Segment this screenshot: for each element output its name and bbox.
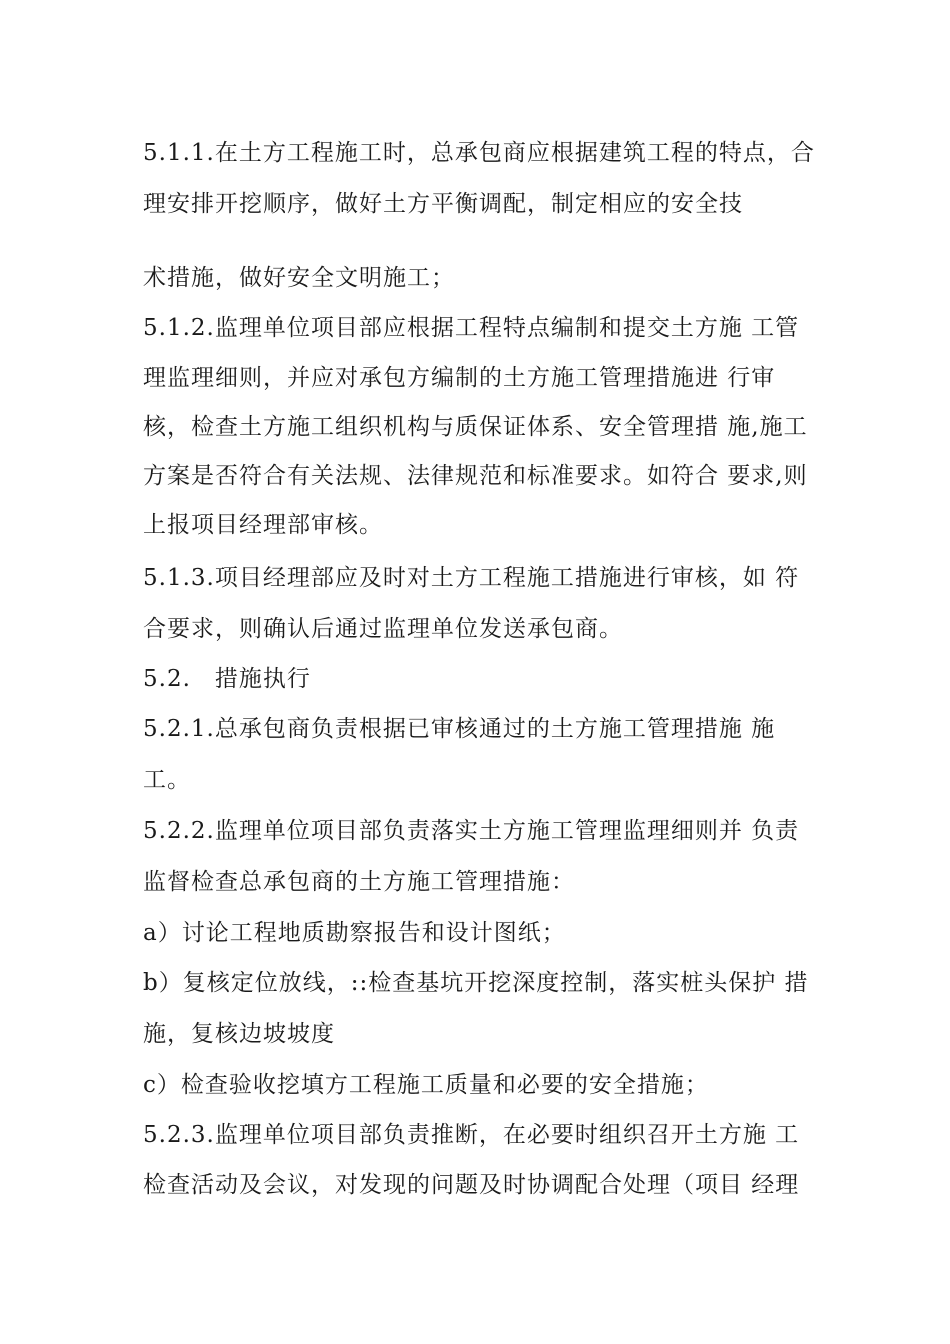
text-line: 方案是否符合有关法规、法律规范和标准要求。如符合 要求,则 bbox=[143, 463, 808, 489]
text-line: 理监理细则，并应对承包方编制的土方施工管理措施进 行审 bbox=[143, 365, 776, 391]
text-line: 工。 bbox=[143, 767, 191, 793]
text-line: 5.1.1.在土方工程施工时，总承包商应根据建筑工程的特点，合 bbox=[143, 140, 815, 166]
list-item: a）讨论工程地质勘察报告和设计图纸； bbox=[143, 920, 566, 946]
text-line: 施，复核边坡坡度 bbox=[143, 1021, 335, 1047]
list-item: b）复核定位放线，::检查基坑开挖深度控制，落实桩头保护 措 bbox=[143, 970, 809, 996]
text-line: 5.1.3.项目经理部应及时对土方工程施工措施进行审核，如 符 bbox=[143, 565, 800, 591]
text-line: 理安排开挖顺序，做好土方平衡调配，制定相应的安全技 bbox=[143, 191, 743, 217]
text-line: 检查活动及会议，对发现的问题及时协调配合处理（项目 经理 bbox=[143, 1172, 800, 1198]
text-line: 监督检查总承包商的土方施工管理措施： bbox=[143, 869, 575, 895]
text-line: 核，检查土方施工组织机构与质保证体系、安全管理措 施,施工 bbox=[143, 414, 808, 440]
text-line: 5.2.3.监理单位项目部负责推断，在必要时组织召开土方施 工 bbox=[143, 1122, 800, 1148]
text-line: 5.2.1.总承包商负责根据已审核通过的土方施工管理措施 施 bbox=[143, 716, 776, 742]
text-line: 合要求，则确认后通过监理单位发送承包商。 bbox=[143, 616, 623, 642]
text-line: 5.2.2.监理单位项目部负责落实土方施工管理监理细则并 负责 bbox=[143, 818, 800, 844]
text-line: 术措施，做好安全文明施工； bbox=[143, 265, 455, 291]
text-line: 5.1.2.监理单位项目部应根据工程特点编制和提交土方施 工管 bbox=[143, 315, 800, 341]
list-item: c）检查验收挖填方工程施工质量和必要的安全措施； bbox=[143, 1072, 709, 1098]
section-heading: 5.2. 措施执行 bbox=[143, 666, 311, 692]
text-line: 上报项目经理部审核。 bbox=[143, 512, 383, 538]
